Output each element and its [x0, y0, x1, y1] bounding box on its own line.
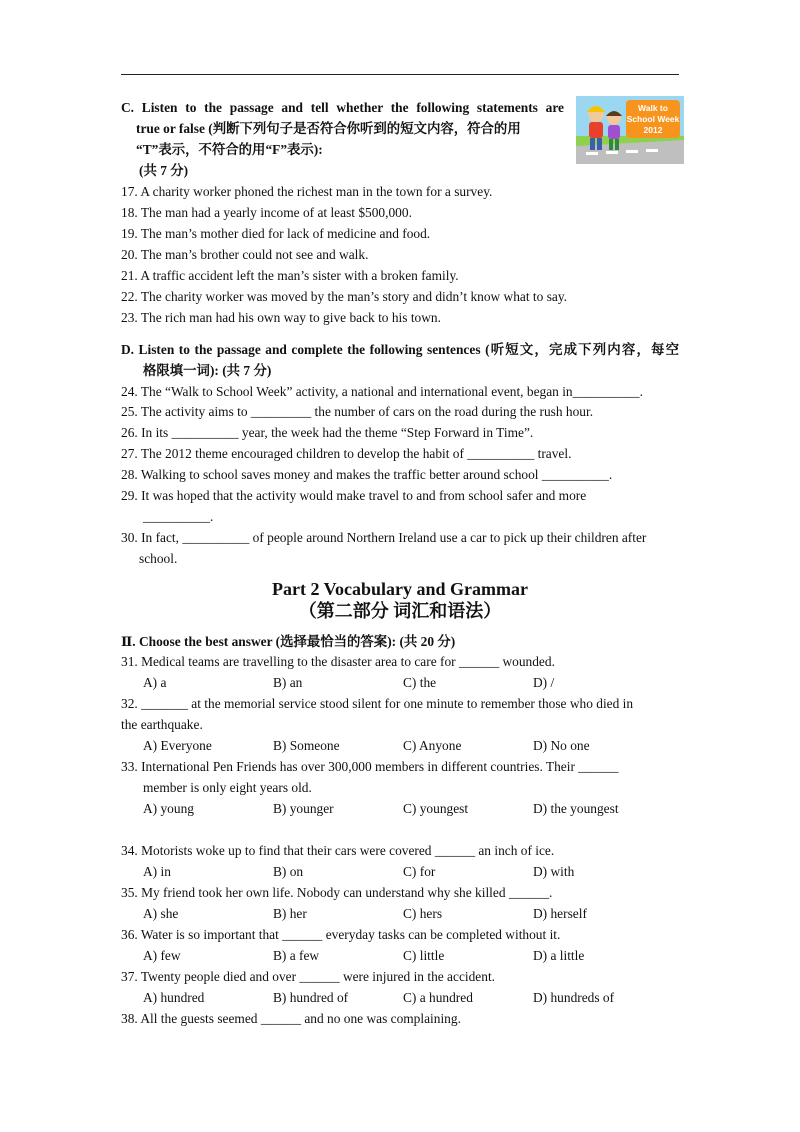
section-c-header-line2: true or false (判断下列句子是否符合你听到的短文内容，符合的用	[136, 121, 521, 136]
question-33-continued: member is only eight years old.	[143, 780, 312, 795]
q32-option-b: B) Someone	[273, 738, 340, 753]
question-33: 33. International Pen Friends has over 300,000 members in different countries. Their ______	[121, 759, 619, 774]
top-rule	[121, 74, 679, 75]
q35-option-c: C) hers	[403, 906, 443, 921]
question-38: 38. All the guests seemed ______ and no one was complaining.	[121, 1011, 461, 1026]
logo-text-1: Walk to	[638, 103, 668, 113]
question-20: 20. The man’s brother could not see and walk.	[121, 247, 369, 262]
q36-option-a: A) few	[143, 948, 181, 963]
question-31: 31. Medical teams are travelling to the disaster area to care for ______ wounded.	[121, 654, 555, 669]
question-24: 24. The “Walk to School Week” activity, a national and international event, began in__________.	[121, 384, 643, 399]
section-ii-header: Ⅱ. Choose the best answer (选择最恰当的答案): (共 20 分)	[121, 634, 456, 649]
question-27: 27. The 2012 theme encouraged children to develop the habit of __________ travel.	[121, 446, 572, 461]
question-36: 36. Water is so important that ______ everyday tasks can be completed without it.	[121, 927, 561, 942]
q34-option-a: A) in	[143, 864, 171, 879]
question-17: 17. A charity worker phoned the richest man in the town for a survey.	[121, 184, 493, 199]
question-18: 18. The man had a yearly income of at least $500,000.	[121, 205, 412, 220]
question-25: 25. The activity aims to _________ the number of cars on the road during the rush hour.	[121, 404, 594, 419]
question-26: 26. In its __________ year, the week had the theme “Step Forward in Time”.	[121, 425, 534, 440]
q33-option-d: D) the youngest	[533, 801, 619, 816]
question-37: 37. Twenty people died and over ______ were injured in the accident.	[121, 969, 496, 984]
section-c-header-line1: C. Listen to the passage and tell whether the following statements are	[121, 100, 564, 115]
q31-option-c: C) the	[403, 675, 437, 690]
q34-option-d: D) with	[533, 864, 575, 879]
question-28: 28. Walking to school saves money and makes the traffic better around school __________.	[121, 467, 613, 482]
q37-option-d: D) hundreds of	[533, 990, 615, 1005]
q37-option-b: B) hundred of	[273, 990, 349, 1005]
q36-option-d: D) a little	[533, 948, 585, 963]
section-c-header-line3: “T”表示，不符合的用“F”表示):	[136, 142, 323, 157]
part2-subtitle: （第二部分 词汇和语法）	[298, 601, 502, 621]
question-21: 21. A traffic accident left the man’s sister with a broken family.	[121, 268, 459, 283]
q32-option-c: C) Anyone	[403, 738, 462, 753]
q33-option-b: B) younger	[273, 801, 334, 816]
q35-option-d: D) herself	[533, 906, 587, 921]
walk-to-school-week-logo	[576, 96, 684, 164]
q32-option-a: A) Everyone	[143, 738, 212, 753]
q36-option-c: C) little	[403, 948, 445, 963]
question-29: 29. It was hoped that the activity would make travel to and from school safer and more	[121, 488, 587, 503]
question-34: 34. Motorists woke up to find that their cars were covered ______ an inch of ice.	[121, 843, 555, 858]
question-22: 22. The charity worker was moved by the man’s story and didn’t know what to say.	[121, 289, 568, 304]
question-30: 30. In fact, __________ of people around Northern Ireland use a car to pick up their children after	[121, 530, 647, 545]
question-29-continued: __________.	[143, 509, 214, 524]
q34-option-c: C) for	[403, 864, 436, 879]
q32-option-d: D) No one	[533, 738, 590, 753]
section-c-points: (共 7 分)	[139, 163, 189, 178]
q31-option-d: D) /	[533, 675, 555, 690]
part2-title: Part 2 Vocabulary and Grammar	[272, 579, 528, 599]
question-32-continued: the earthquake.	[121, 717, 203, 732]
q37-option-a: A) hundred	[143, 990, 205, 1005]
question-35: 35. My friend took her own life. Nobody can understand why she killed ______.	[121, 885, 553, 900]
question-32: 32. _______ at the memorial service stood silent for one minute to remember those who died in	[121, 696, 634, 711]
section-d-header-line1: D. Listen to the passage and complete the following sentences (听短文，完成下列内容，每空	[121, 342, 679, 357]
section-d-header-line2: 格限填一词): (共 7 分)	[143, 363, 272, 378]
q36-option-b: B) a few	[273, 948, 320, 963]
q35-option-a: A) she	[143, 906, 179, 921]
question-19: 19. The man’s mother died for lack of medicine and food.	[121, 226, 431, 241]
q33-option-c: C) youngest	[403, 801, 469, 816]
question-30-continued: school.	[139, 551, 178, 566]
q34-option-b: B) on	[273, 864, 304, 879]
question-23: 23. The rich man had his own way to give back to his town.	[121, 310, 441, 325]
q35-option-b: B) her	[273, 906, 307, 921]
q33-option-a: A) young	[143, 801, 194, 816]
q31-option-b: B) an	[273, 675, 303, 690]
logo-text-2: School Week	[626, 114, 680, 124]
q37-option-c: C) a hundred	[403, 990, 473, 1005]
q31-option-a: A) a	[143, 675, 167, 690]
logo-text-3: 2012	[643, 125, 663, 135]
